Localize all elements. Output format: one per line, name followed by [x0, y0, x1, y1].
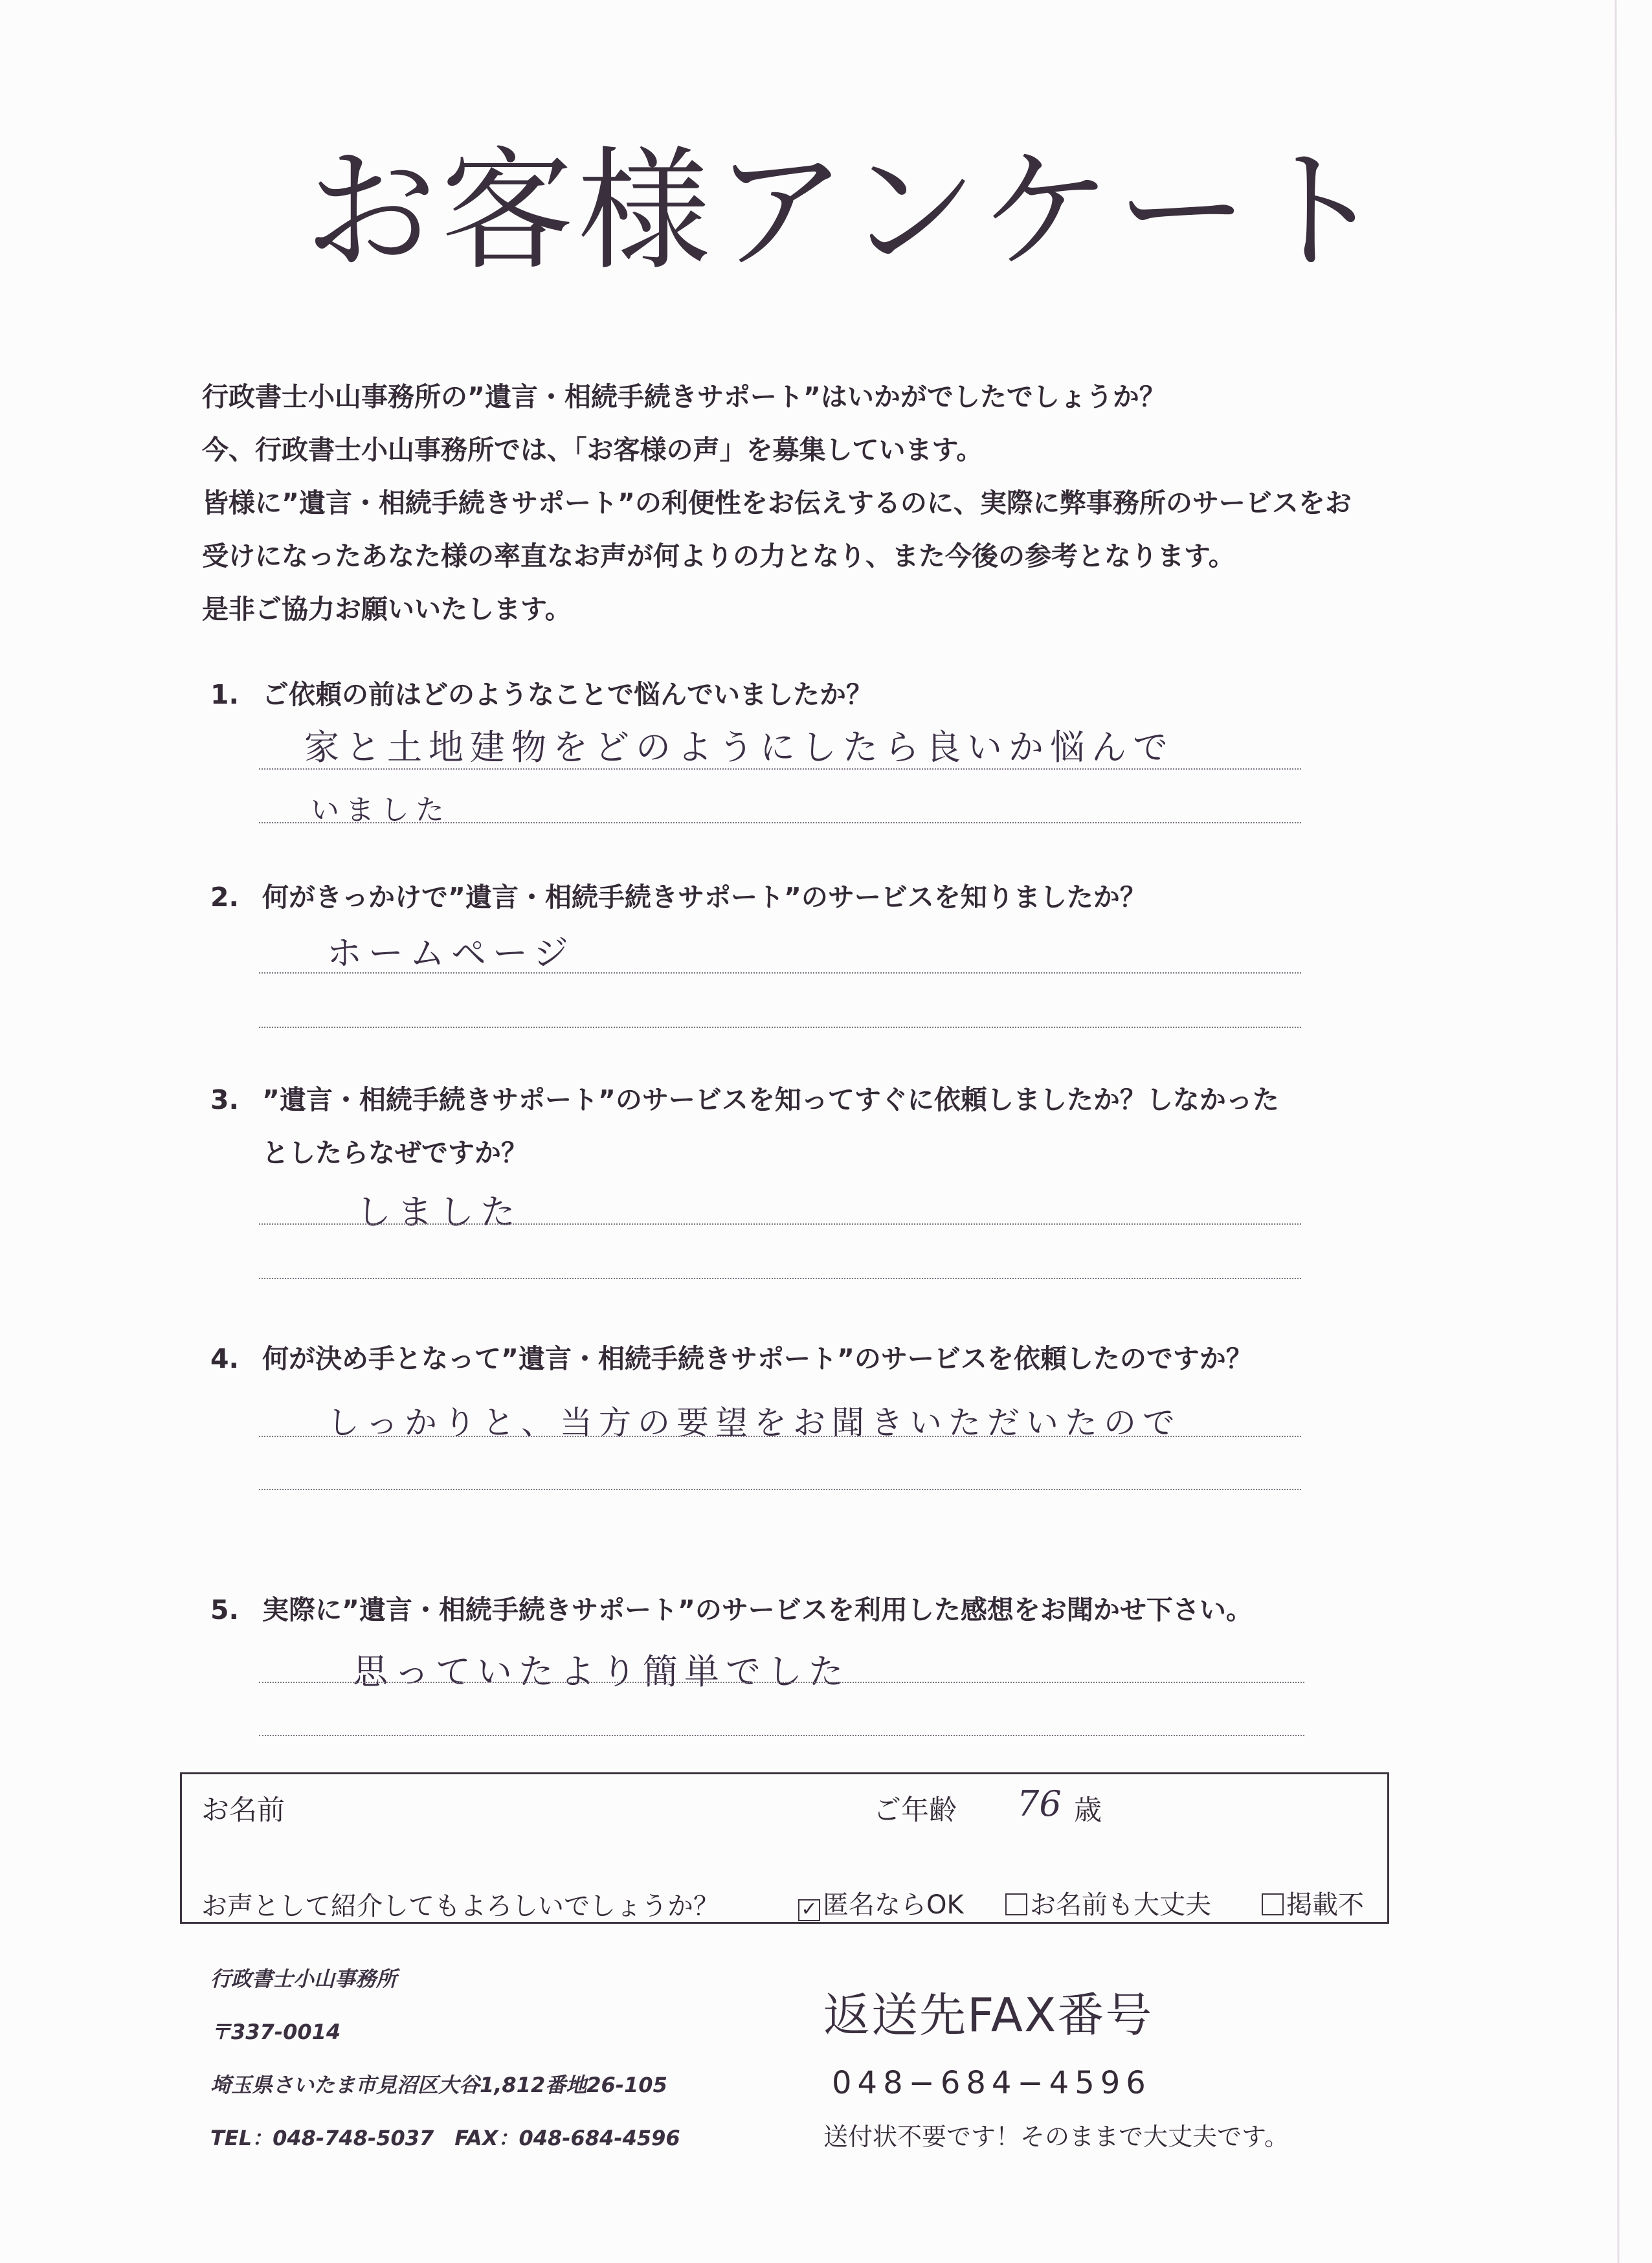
- office-contact: TEL：048-748-5037 FAX：048-684-4596: [210, 2126, 680, 2150]
- answer-rule: [259, 1278, 1301, 1279]
- question-number: 3.: [210, 1084, 240, 1115]
- checkbox-checked-icon[interactable]: ✓: [798, 1899, 820, 1921]
- office-address: 埼玉県さいたま市見沼区大谷1,812番地26-105: [210, 2073, 667, 2097]
- answer-2-line-1: ホームページ: [327, 933, 575, 974]
- question-2: [210, 871, 1440, 924]
- respondent-info-box: [180, 1772, 1389, 1924]
- question-text: 5. 実際に”遺言・相続手続きサポート”のサービスを利用した感想をお聞かせ下さい。: [210, 1583, 1440, 1636]
- fax-title: 返送先FAX番号: [823, 1988, 1154, 2042]
- answer-5-line-1: 思っていたより簡単でした: [353, 1651, 850, 1692]
- intro-text: [202, 370, 1535, 636]
- answer-rule: [259, 1682, 1304, 1683]
- answer-rule: [259, 822, 1301, 823]
- answer-rule: [259, 1489, 1301, 1490]
- answer-4-line-1: しっかりと、当方の要望をお聞きいただいたので: [327, 1404, 1181, 1442]
- question-text: 3. ”遺言・相続手続きサポート”のサービスを知ってすぐに依頼しましたか？しなかった: [210, 1073, 1440, 1126]
- consent-question: お声として紹介してもよろしいでしょうか？: [201, 1891, 719, 1921]
- answer-1-line-2: いました: [311, 794, 451, 827]
- question-number: 2.: [210, 882, 240, 913]
- question-number: 1.: [210, 679, 240, 710]
- answer-rule: [259, 1223, 1301, 1225]
- question-number: 4.: [210, 1343, 240, 1374]
- question-5: [210, 1583, 1440, 1636]
- option-name-ok[interactable]: お名前も大丈夫: [1005, 1884, 1211, 1921]
- question-number: 5.: [210, 1594, 240, 1625]
- age-value[interactable]: 76: [1017, 1783, 1062, 1824]
- answer-rule: [259, 1436, 1301, 1437]
- question-text: 1. ご依頼の前はどのようなことで悩んでいましたか？: [210, 668, 1440, 721]
- intro-line: 皆様に”遺言・相続手続きサポート”の利便性をお伝えするのに、実際に弊事務所のサービスをお: [202, 487, 1352, 518]
- answer-1-line-1: 家と土地建物をどのようにしたら良いか悩んで: [304, 727, 1174, 768]
- intro-line: 是非ご協力お願いいたします。: [202, 594, 572, 625]
- age-label: ご年齢: [873, 1794, 957, 1827]
- checkbox-icon[interactable]: [1005, 1893, 1027, 1915]
- office-postal: 〒337-0014: [210, 2020, 341, 2044]
- fax-number: 048−684−4596: [832, 2065, 1152, 2101]
- age-unit: 歳: [1074, 1794, 1102, 1827]
- option-no-publish[interactable]: 掲載不: [1262, 1884, 1364, 1921]
- question-3: [210, 1073, 1440, 1179]
- question-4: [210, 1332, 1440, 1385]
- answer-rule: [259, 768, 1301, 770]
- answer-3-line-1: しました: [356, 1192, 522, 1232]
- answer-rule: [259, 1735, 1304, 1736]
- answer-rule: [259, 972, 1301, 974]
- office-info: [210, 1952, 680, 2165]
- question-text-continued: としたらなぜですか？: [262, 1137, 528, 1168]
- question-1: [210, 668, 1440, 721]
- intro-line: 今、行政書士小山事務所では、「お客様の声」を募集しています。: [202, 434, 983, 465]
- office-name: 行政書士小山事務所: [210, 1967, 397, 1991]
- question-text: 2. 何がきっかけで”遺言・相続手続きサポート”のサービスを知りましたか？: [210, 871, 1440, 924]
- name-label: お名前: [201, 1794, 285, 1827]
- answer-rule: [259, 1027, 1301, 1028]
- checkbox-icon[interactable]: [1262, 1893, 1284, 1915]
- fax-note: 送付状不要です！そのままで大丈夫です。: [823, 2123, 1289, 2151]
- option-anonymous[interactable]: ✓ 匿名ならOK: [798, 1884, 964, 1921]
- intro-line: 行政書士小山事務所の”遺言・相続手続きサポート”はいかがでしたでしょうか？: [202, 381, 1166, 412]
- survey-title: お客様アンケート: [304, 135, 1389, 289]
- question-text: 4. 何が決め手となって”遺言・相続手続きサポート”のサービスを依頼したのですか？: [210, 1332, 1440, 1385]
- intro-line: 受けになったあなた様の率直なお声が何よりの力となり、また今後の参考となります。: [202, 541, 1235, 572]
